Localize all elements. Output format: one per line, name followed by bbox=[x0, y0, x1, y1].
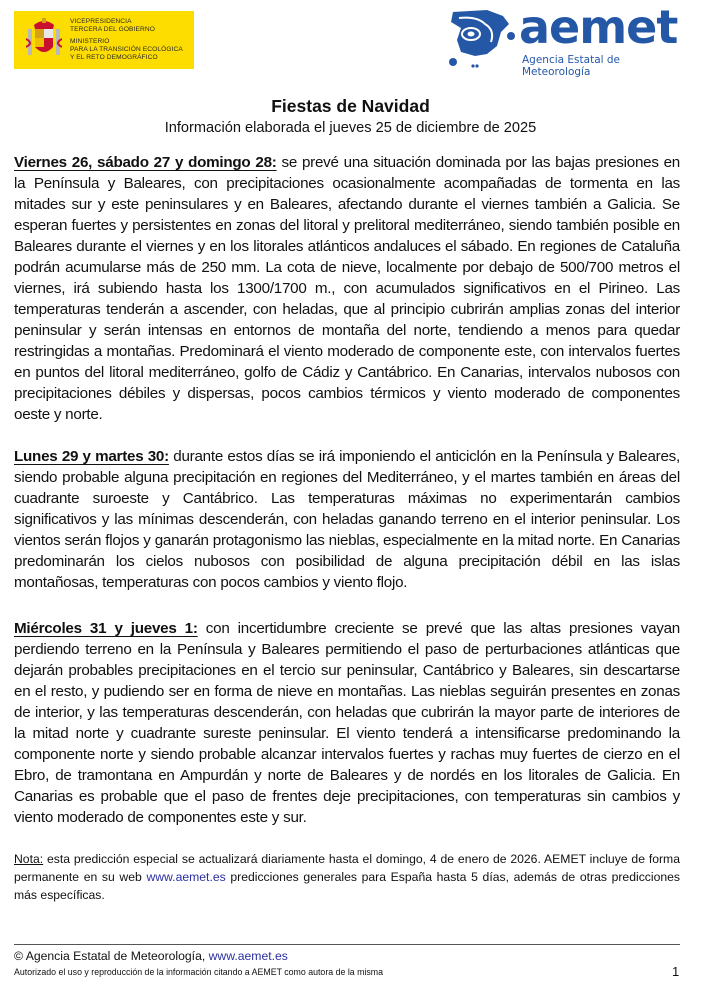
gov-logo-line: MINISTERIO bbox=[70, 38, 110, 45]
section-body: con incertidumbre creciente se prevé que las altas presiones vayan perdiendo terreno en la Península y Baleares permitiendo el paso de perturbaciones atlánticas que dejarán probables precipitaciones en el tercio sur peninsular, Cantábrico y Baleares, sin descartarse en el resto, y pudiendo ser en forma de nieve en montañas. Las nieblas seguirán presentes en zonas de interior, y las temperaturas descenderán, con heladas que cubrirán la mayor parte de interiores de la mitad norte y cuadrante sureste peninsular. El viento tenderá a intensificarse predominando la componente norte y siendo probable alcanzar intervalos fuertes y rachas muy fuertes de cierzo en el Ebro, de tramontana en Ampurdán y norte de Baleares y de nordés en los litorales de Galicia. En Canarias es probable que el paso de frentes deje precipitaciones, con temperaturas sin cambios y viento moderado de componentes este y sur. bbox=[14, 620, 681, 826]
section-body: durante estos días se irá imponiendo el anticiclón en la Península y Baleares, siendo probable alguna precipitación en regiones del Mediterráneo, y el martes también en áreas del cuadrante suroeste y Cantábrico. Las temperaturas máximas no experimentarán cambios significativos y las mínimas descenderán, con heladas ganando terreno en el interior peninsular. Los vientos serán flojos y ganarán protagonismo las nieblas, especialmente en la mitad norte. En Canarias predominarán los cielos nubosos con posibilidad de alguna precipitación débil en las islas montañosas, temperaturas con pocos cambios y viento flojo. bbox=[14, 448, 680, 591]
document-title: Fiestas de Navidad bbox=[271, 96, 430, 116]
gov-logo-line: TERCERA DEL GOBIERNO bbox=[70, 26, 155, 33]
forecast-section-wed-thu bbox=[14, 618, 680, 828]
forecast-section-mon-tue bbox=[14, 446, 680, 593]
coat-of-arms-icon bbox=[26, 17, 62, 63]
aemet-website-link[interactable]: www.aemet.es bbox=[146, 870, 226, 884]
section-heading: Lunes 29 y martes 30: bbox=[14, 448, 169, 465]
aemet-wordmark: aemet bbox=[519, 0, 678, 54]
footer-authorization: Autorizado el uso y reproducción de la información citando a AEMET como autora de la misma bbox=[14, 967, 384, 977]
page-number: 1 bbox=[672, 964, 680, 979]
government-logo bbox=[14, 11, 194, 69]
note-text: predicciones generales para España hasta 5 días, además de otras predicciones más específicas. bbox=[14, 870, 681, 902]
section-heading: Viernes 26, sábado 27 y domingo 28: bbox=[14, 154, 277, 171]
gov-logo-line: Y EL RETO DEMOGRÁFICO bbox=[70, 54, 158, 61]
document-subtitle: Información elaborada el jueves 25 de diciembre de 2025 bbox=[164, 120, 537, 136]
note-paragraph bbox=[14, 850, 680, 904]
footer-copyright bbox=[14, 949, 288, 963]
gov-logo-line: PARA LA TRANSICIÓN ECOLÓGICA bbox=[70, 46, 183, 53]
footer-divider bbox=[14, 944, 680, 945]
gov-logo-line: VICEPRESIDENCIA bbox=[70, 18, 132, 25]
section-body: se prevé una situación dominada por las bajas presiones en la Península y Baleares, con precipitaciones ocasionalmente acompañadas de tormenta en las mitades sur y este peninsulares y en Baleares, afectando durante el viernes también a Galicia. Se esperan fuertes y persistentes en zonas del litoral y prelitoral mediterráneo, siendo también posible en Baleares durante el viernes y en los litorales atlánticos andaluces el sábado. En regiones de Cataluña podrán acumularse más de 250 mm. La cota de nieve, localmente por debajo de 500/700 metros el viernes, irá subiendo hasta los 1300/1700 m., con acumulados significativos en el Pirineo. Las temperaturas tenderán a ascender, con heladas, que al principio cubrirán amplias zonas del interior peninsular y serán intensas en entornos de montaña del norte, tendiendo a menos para quedar restringidas a montañas. Predominará el viento moderado de componente este, con intervalos fuertes en puntos del litoral mediterráneo, golfo de Cádiz y Cantábrico. En Canarias, intervalos nubosos con precipitaciones débiles y dispersas, pocos cambios térmicos y viento moderado de componentes oeste y norte. bbox=[14, 154, 680, 423]
aemet-logo bbox=[447, 0, 687, 78]
footer-website-link[interactable]: www.aemet.es bbox=[208, 949, 288, 963]
aemet-subtitle: Agencia Estatal de Meteorología bbox=[522, 54, 621, 78]
section-heading: Miércoles 31 y jueves 1: bbox=[14, 620, 198, 637]
government-logo-text bbox=[70, 18, 183, 62]
note-label: Nota: bbox=[14, 852, 44, 866]
spain-map-icon bbox=[447, 6, 517, 72]
copyright-text: © Agencia Estatal de Meteorología, bbox=[14, 949, 209, 963]
note-text: esta predicción especial se actualizará diariamente hasta el domingo, 4 de enero de 2026. AEMET incluye de forma permanente en su web bbox=[14, 852, 680, 884]
forecast-section-fri-sun bbox=[14, 152, 680, 425]
